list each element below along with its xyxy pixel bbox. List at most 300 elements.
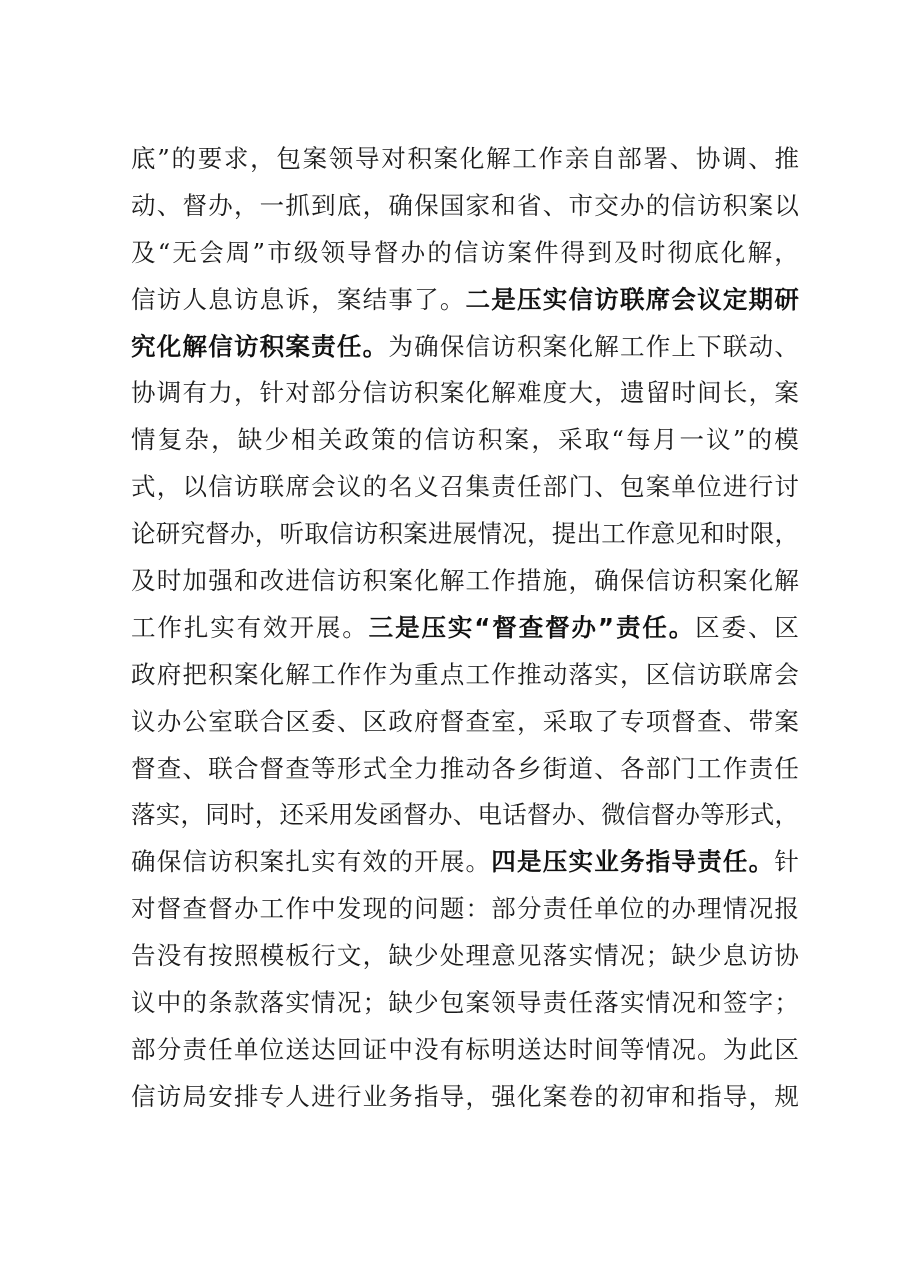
paragraph-text: 诉 <box>285 284 310 314</box>
paragraph-text: 议 <box>131 706 156 736</box>
paragraph-text: 强 <box>491 1081 516 1111</box>
paragraph-text: 见 <box>675 519 700 549</box>
paragraph-text: 进 <box>285 566 310 596</box>
paragraph-text: ， <box>311 284 336 314</box>
bold-heading-text: ” <box>597 612 615 642</box>
paragraph-text: 化 <box>720 237 746 267</box>
paragraph-text: 查 <box>697 706 722 736</box>
paragraph-text: 指 <box>697 1081 722 1111</box>
paragraph-text: 部 <box>491 894 516 924</box>
paragraph-text: 访 <box>748 941 774 971</box>
paragraph-text: 情 <box>645 988 671 1018</box>
bold-heading-text: 案 <box>285 331 310 361</box>
paragraph-text: ， <box>619 659 645 689</box>
paragraph-text: ； <box>362 988 388 1018</box>
paragraph-text: 实 <box>285 988 310 1018</box>
paragraph-text: 采 <box>304 800 329 830</box>
bold-heading-text: 。 <box>748 847 774 877</box>
paragraph-text: 案 <box>774 706 799 736</box>
paragraph-text: ， <box>774 237 799 267</box>
paragraph-text: 积 <box>208 659 233 689</box>
paragraph-text: 无 <box>172 237 197 267</box>
bold-heading-text: 席 <box>645 284 671 314</box>
paragraph-text: 和 <box>233 566 259 596</box>
paragraph-text: 及 <box>131 237 156 267</box>
paragraph-text: 实 <box>210 612 235 642</box>
bold-heading-text: 责 <box>615 612 641 642</box>
paragraph-text: 务 <box>388 1081 413 1111</box>
paragraph-text: 见 <box>517 941 542 971</box>
paragraph-text: 下 <box>697 331 722 361</box>
paragraph-text: 分 <box>156 1034 182 1064</box>
paragraph-text: 送 <box>285 1034 310 1064</box>
paragraph-text: 送 <box>517 1034 542 1064</box>
paragraph-text: 、 <box>542 190 568 220</box>
paragraph-text: 措 <box>517 566 542 596</box>
paragraph-text: 况 <box>748 894 774 924</box>
paragraph-text: 处 <box>439 941 465 971</box>
paragraph-text: 推 <box>517 659 542 689</box>
paragraph-text: 任 <box>568 894 593 924</box>
text-line <box>131 464 799 511</box>
paragraph-text: 落 <box>594 988 619 1018</box>
paragraph-text: 时 <box>156 566 182 596</box>
paragraph-text: 案 <box>542 1081 568 1111</box>
paragraph-text: 部 <box>645 753 671 783</box>
paragraph-text: 访 <box>156 1081 182 1111</box>
paragraph-text: 的 <box>645 190 671 220</box>
paragraph-text: 导 <box>347 237 372 267</box>
paragraph-text: 息 <box>259 284 285 314</box>
paragraph-text: 报 <box>774 894 799 924</box>
paragraph-text: 人 <box>182 284 207 314</box>
paragraph-text: 会 <box>311 472 336 502</box>
paragraph-text: 作 <box>538 144 564 173</box>
paragraph-text: 、 <box>669 144 695 173</box>
paragraph-text: 情 <box>477 519 502 549</box>
paragraph-text: 情 <box>131 425 156 455</box>
paragraph-text: 少 <box>414 988 439 1018</box>
text-line <box>131 980 799 1027</box>
paragraph-text: 积 <box>233 847 259 877</box>
paragraph-text: 动 <box>748 331 774 361</box>
paragraph-text: 息 <box>722 941 748 971</box>
paragraph-text: 照 <box>233 941 259 971</box>
paragraph-text: 案 <box>439 378 465 408</box>
paragraph-text: 动 <box>465 753 491 783</box>
paragraph-text: 案 <box>507 237 532 267</box>
paragraph-text: 保 <box>439 331 465 361</box>
paragraph-text: 大 <box>568 378 593 408</box>
paragraph-text: 确 <box>388 190 413 220</box>
paragraph-text: 责 <box>748 753 774 783</box>
paragraph-text: 初 <box>619 1081 645 1111</box>
paragraph-text: 办 <box>230 519 255 549</box>
bold-heading-text: 压 <box>542 847 568 877</box>
paragraph-text: 作 <box>362 659 388 689</box>
paragraph-text: 取 <box>568 706 593 736</box>
paragraph-text: 行 <box>311 941 336 971</box>
paragraph-text: 督 <box>671 706 696 736</box>
paragraph-text: 积 <box>362 566 388 596</box>
paragraph-text: 督 <box>527 800 552 830</box>
bold-heading-text: 督 <box>545 612 570 642</box>
paragraph-text: 的 <box>362 472 388 502</box>
paragraph-text: 合 <box>259 706 285 736</box>
paragraph-text: 家 <box>465 190 491 220</box>
paragraph-text: 各 <box>491 753 516 783</box>
paragraph-text: 推 <box>439 753 465 783</box>
paragraph-text: 长 <box>722 378 748 408</box>
paragraph-text: 讨 <box>774 472 799 502</box>
paragraph-text: 工 <box>601 519 626 549</box>
paragraph-text: 市 <box>267 237 292 267</box>
paragraph-text: 达 <box>311 1034 336 1064</box>
paragraph-text: 情 <box>311 988 336 1018</box>
bold-heading-text: 查 <box>518 612 544 642</box>
paragraph-text: 府 <box>156 659 182 689</box>
paragraph-text: 查 <box>156 753 182 783</box>
paragraph-text: ” <box>252 237 265 267</box>
paragraph-text: ： <box>465 894 491 924</box>
paragraph-text: 积 <box>407 144 432 173</box>
paragraph-text: 保 <box>619 566 645 596</box>
paragraph-text: 一 <box>259 190 285 220</box>
paragraph-text: 话 <box>502 800 527 830</box>
paragraph-text: 还 <box>279 800 304 830</box>
bold-heading-text: 实 <box>568 847 593 877</box>
paragraph-text: 案 <box>774 378 799 408</box>
paragraph-text: 式 <box>749 800 775 830</box>
paragraph-text: ， <box>362 941 388 971</box>
paragraph-text: 区 <box>774 1034 799 1064</box>
bold-heading-text: “ <box>474 612 491 642</box>
paragraph-text: ， <box>233 378 259 408</box>
paragraph-text: 信 <box>465 331 491 361</box>
paragraph-text: 况 <box>502 519 527 549</box>
paragraph-text: 政 <box>131 659 156 689</box>
paragraph-text: 信 <box>131 1081 156 1111</box>
paragraph-text: 解 <box>285 659 310 689</box>
paragraph-text: 复 <box>157 425 183 455</box>
paragraph-text: 义 <box>414 472 439 502</box>
paragraph-text: 以 <box>182 472 207 502</box>
paragraph-text: 任 <box>517 472 542 502</box>
text-line <box>131 1074 799 1121</box>
paragraph-text: 责 <box>491 472 516 502</box>
paragraph-text: 及 <box>614 237 639 267</box>
paragraph-text: 化 <box>259 659 285 689</box>
paragraph-text: 案 <box>336 284 362 314</box>
paragraph-text: 亲 <box>564 144 590 173</box>
paragraph-text: 信 <box>671 659 696 689</box>
paragraph-text: 解 <box>491 378 516 408</box>
paragraph-text: 部 <box>542 472 568 502</box>
paragraph-text: 信 <box>645 566 671 596</box>
paragraph-text: ， <box>465 1081 491 1111</box>
paragraph-text: 、 <box>747 612 773 642</box>
text-line <box>131 886 799 933</box>
paragraph-text: 缺 <box>388 941 413 971</box>
paragraph-text: 作 <box>491 566 516 596</box>
bold-heading-text: 三 <box>368 612 394 642</box>
paragraph-text: 、 <box>722 706 748 736</box>
paragraph-text: 提 <box>551 519 577 549</box>
bold-heading-text: 化 <box>156 331 182 361</box>
paragraph-text: 月 <box>652 425 678 455</box>
text-line <box>131 324 799 371</box>
paragraph-text: 席 <box>285 472 310 502</box>
paragraph-text: 工 <box>311 659 336 689</box>
paragraph-text: 回 <box>336 1034 362 1064</box>
paragraph-text: 专 <box>259 1081 285 1111</box>
paragraph-text: 的 <box>388 847 413 877</box>
paragraph-text: 况 <box>619 941 645 971</box>
text-line <box>131 277 799 324</box>
text-line <box>131 370 799 417</box>
text-line <box>131 230 799 277</box>
paragraph-text: 信 <box>311 566 336 596</box>
paragraph-text: 积 <box>378 519 403 549</box>
bold-heading-text: 信 <box>208 331 233 361</box>
paragraph-text: 督 <box>208 894 233 924</box>
paragraph-text: 进 <box>722 472 748 502</box>
paragraph-text: 按 <box>208 941 233 971</box>
paragraph-text: 联 <box>259 472 285 502</box>
paragraph-text: 信 <box>182 847 207 877</box>
paragraph-text: 研 <box>155 519 181 549</box>
paragraph-text: 会 <box>774 659 799 689</box>
paragraph-text: 行 <box>748 472 774 502</box>
paragraph-text: 作 <box>626 519 651 549</box>
paragraph-text: 标 <box>465 1034 491 1064</box>
paragraph-text: 解 <box>594 331 619 361</box>
paragraph-text: 访 <box>233 284 259 314</box>
paragraph-text: 访 <box>491 331 516 361</box>
paragraph-text: 缺 <box>388 988 413 1018</box>
paragraph-text: 化 <box>459 144 485 173</box>
paragraph-text: 少 <box>414 941 439 971</box>
paragraph-text: 底 <box>336 190 362 220</box>
paragraph-text: 办 <box>428 800 453 830</box>
paragraph-text: ， <box>568 566 593 596</box>
paragraph-text: 明 <box>491 1034 516 1064</box>
paragraph-text: 对 <box>381 144 406 173</box>
paragraph-text: 相 <box>291 425 316 455</box>
paragraph-text: 办 <box>675 800 700 830</box>
paragraph-text: 责 <box>542 894 568 924</box>
paragraph-text: 访 <box>353 519 379 549</box>
paragraph-text: 工 <box>465 659 491 689</box>
paragraph-text: 督 <box>156 894 182 924</box>
paragraph-text: ， <box>211 425 236 455</box>
paragraph-text: 、 <box>748 144 773 173</box>
paragraph-text: 行 <box>336 1081 362 1111</box>
paragraph-text: 单 <box>671 472 696 502</box>
paragraph-text: 形 <box>336 753 362 783</box>
paragraph-text: 等 <box>311 753 336 783</box>
paragraph-text: 领 <box>328 144 354 173</box>
paragraph-text: 没 <box>156 941 182 971</box>
paragraph-text: 施 <box>542 566 568 596</box>
paragraph-text: 、 <box>336 706 362 736</box>
paragraph-text: 抓 <box>285 190 310 220</box>
paragraph-text: 实 <box>568 941 593 971</box>
bold-heading-text: 四 <box>491 847 516 877</box>
paragraph-text: 意 <box>491 941 516 971</box>
paragraph-text: 乡 <box>517 753 542 783</box>
text-line <box>131 605 799 652</box>
paragraph-text: 扎 <box>183 612 209 642</box>
paragraph-text: 时 <box>725 519 750 549</box>
bold-heading-text: 会 <box>671 284 696 314</box>
paragraph-text: 采 <box>542 706 568 736</box>
paragraph-text: 上 <box>671 331 696 361</box>
paragraph-text: 协 <box>695 144 721 173</box>
paragraph-text: 况 <box>671 988 696 1018</box>
paragraph-text: 局 <box>182 1081 207 1111</box>
paragraph-text: 联 <box>722 659 748 689</box>
paragraph-text: 调 <box>156 378 182 408</box>
paragraph-text: 位 <box>259 1034 285 1064</box>
paragraph-text: 时 <box>640 237 666 267</box>
body-text <box>131 136 799 1121</box>
paragraph-text: 扎 <box>285 847 310 877</box>
paragraph-text: 室 <box>208 706 233 736</box>
paragraph-text: 了 <box>594 706 619 736</box>
bold-heading-text: 解 <box>182 331 207 361</box>
paragraph-text: 落 <box>568 659 593 689</box>
paragraph-text: 取 <box>584 425 610 455</box>
paragraph-text: 留 <box>645 378 671 408</box>
paragraph-text: 门 <box>568 472 593 502</box>
text-line <box>131 699 799 746</box>
paragraph-text: 字 <box>748 988 774 1018</box>
paragraph-text: 领 <box>320 237 346 267</box>
paragraph-text: 区 <box>695 612 720 642</box>
text-line <box>131 183 799 230</box>
paragraph-text: “ <box>157 237 171 267</box>
paragraph-text: 包 <box>619 472 645 502</box>
bold-heading-text: 访 <box>594 284 619 314</box>
paragraph-text: 访 <box>671 566 696 596</box>
paragraph-text: 交 <box>594 190 619 220</box>
paragraph-text: 积 <box>697 566 722 596</box>
bold-heading-text: 是 <box>517 847 542 877</box>
paragraph-text: 关 <box>317 425 343 455</box>
paragraph-text: 难 <box>517 378 542 408</box>
paragraph-text: 和 <box>700 519 725 549</box>
paragraph-text: 解 <box>486 144 511 173</box>
paragraph-text: 位 <box>697 472 722 502</box>
text-line <box>131 1027 799 1074</box>
paragraph-text: ， <box>594 378 619 408</box>
paragraph-text: 每 <box>626 425 651 455</box>
paragraph-text: 、 <box>452 800 478 830</box>
bold-heading-text: 。 <box>668 612 694 642</box>
paragraph-text: ， <box>156 472 182 502</box>
paragraph-text: 落 <box>542 941 568 971</box>
paragraph-text: 微 <box>601 800 626 830</box>
paragraph-text: 电 <box>477 800 502 830</box>
paragraph-text: 中 <box>156 988 182 1018</box>
paragraph-text: 及 <box>131 566 156 596</box>
text-line <box>131 417 799 464</box>
paragraph-text: 展 <box>315 612 341 642</box>
paragraph-text: 议 <box>131 988 156 1018</box>
paragraph-text: 工 <box>512 144 537 173</box>
paragraph-text: 规 <box>774 1081 799 1111</box>
paragraph-text: 位 <box>619 894 645 924</box>
paragraph-text: 化 <box>465 378 491 408</box>
paragraph-text: 理 <box>697 894 722 924</box>
paragraph-text: 议 <box>706 425 731 455</box>
paragraph-text: 作 <box>645 331 671 361</box>
bold-heading-text: 定 <box>722 284 748 314</box>
paragraph-text: 责 <box>542 988 568 1018</box>
paragraph-text: 情 <box>594 941 619 971</box>
paragraph-text: 把 <box>182 659 207 689</box>
paragraph-text: 用 <box>329 800 354 830</box>
paragraph-text: 的 <box>427 237 452 267</box>
paragraph-text: 查 <box>285 753 310 783</box>
paragraph-text: 督 <box>403 800 428 830</box>
bold-heading-text: 责 <box>311 331 336 361</box>
paragraph-text: 点 <box>439 659 465 689</box>
bold-heading-text: 二 <box>465 284 491 314</box>
paragraph-text: 动 <box>542 659 568 689</box>
paragraph-text: 解 <box>747 237 773 267</box>
paragraph-text: 导 <box>722 1081 748 1111</box>
paragraph-text: 。 <box>439 284 465 314</box>
paragraph-text: 现 <box>362 894 388 924</box>
paragraph-text: 督 <box>205 519 230 549</box>
text-line <box>131 746 799 793</box>
paragraph-text: 。 <box>465 847 491 877</box>
paragraph-text: 为 <box>722 1034 748 1064</box>
paragraph-text: 访 <box>156 284 182 314</box>
paragraph-text: 解 <box>774 566 799 596</box>
paragraph-text: 证 <box>362 1034 388 1064</box>
paragraph-text: 访 <box>451 425 476 455</box>
bold-heading-text: 。 <box>362 331 388 361</box>
paragraph-text: 信 <box>424 425 450 455</box>
paragraph-text: 化 <box>517 1081 542 1111</box>
paragraph-text: 策 <box>371 425 396 455</box>
paragraph-text: 缺 <box>671 941 696 971</box>
paragraph-text: 卷 <box>568 1081 593 1111</box>
paragraph-text: 案 <box>645 472 671 502</box>
paragraph-text: 重 <box>414 659 439 689</box>
paragraph-text: 文 <box>336 941 362 971</box>
paragraph-text: 访 <box>697 190 722 220</box>
paragraph-text: 责 <box>182 1034 207 1064</box>
paragraph-text: 解 <box>439 566 465 596</box>
bold-heading-text: 研 <box>774 284 799 314</box>
paragraph-text: 任 <box>568 988 593 1018</box>
paragraph-text: 区 <box>285 706 310 736</box>
paragraph-text: 时 <box>671 378 696 408</box>
paragraph-text: 对 <box>285 378 310 408</box>
paragraph-text: 访 <box>336 566 362 596</box>
paragraph-text: 部 <box>311 378 336 408</box>
paragraph-text: 案 <box>722 566 748 596</box>
bold-heading-text: 办 <box>571 612 597 642</box>
bold-heading-text: 任 <box>642 612 667 642</box>
paragraph-text: 联 <box>208 753 233 783</box>
paragraph-text: 区 <box>645 659 671 689</box>
paragraph-text: 联 <box>722 331 748 361</box>
